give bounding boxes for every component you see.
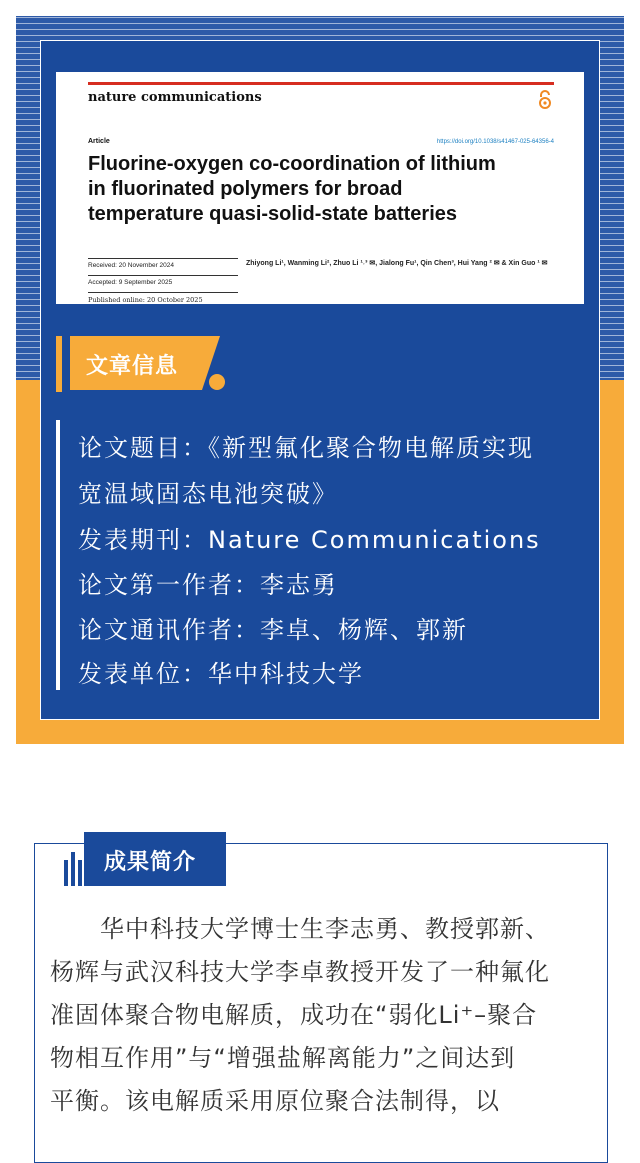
- info-line-first-author: 论文第一作者：李志勇: [78, 571, 338, 599]
- info-line-affiliation: 发表单位：华中科技大学: [78, 660, 364, 688]
- journal-red-bar: [88, 82, 554, 85]
- doi-link[interactable]: https://doi.org/10.1038/s41467-025-64356-4: [436, 139, 554, 145]
- paper-authors: Zhiyong Li¹, Wanming Li², Zhuo Li ¹˒³ ✉, Jialong Fu¹, Qin Chen³, Hui Yang ² ✉ & Xin Guo ¹ ✉: [246, 260, 548, 267]
- heading-stripe: [56, 336, 62, 392]
- paper-title: Fluorine-oxygen co-coordination of lithium in fluorinated polymers for broad temperature quasi-solid-state batteries: [88, 153, 496, 225]
- info-line-title: 论文题目：《新型氟化聚合物电解质实现: [78, 434, 534, 462]
- summary-paragraph: 华中科技大学博士生李志勇、教授郭新、 杨辉与武汉科技大学李卓教授开发了一种氟化 准固体聚合物电解质，成功在“弱化Li⁺–聚合 物相互作用”与“增强盐解离能力”之间达到 平衡。该电解质采用原位聚合法制得，以: [50, 915, 550, 1115]
- section-heading-article-info: [56, 336, 222, 392]
- open-access-icon: [538, 90, 552, 110]
- heading-label: 文章信息: [86, 354, 179, 379]
- journal-name: nature communications: [88, 90, 262, 105]
- article-type: Article: [88, 138, 110, 145]
- paper-header-image: [56, 72, 584, 304]
- info-line-title-cont: 宽温域固态电池突破》: [78, 480, 338, 508]
- published-date: Published online: 20 October 2025: [88, 292, 238, 304]
- received-date: Received: 20 November 2024: [88, 258, 238, 275]
- accepted-date: Accepted: 9 September 2025: [88, 275, 238, 292]
- info-line-journal: 发表期刊：Nature Communications: [78, 526, 541, 554]
- paper-dates: [88, 258, 238, 304]
- decorative-dot: [209, 374, 225, 390]
- section-heading-summary: [84, 832, 226, 886]
- article-info-list: [56, 420, 590, 690]
- heading-label: 成果简介: [104, 850, 197, 875]
- info-line-corresponding: 论文通讯作者：李卓、杨辉、郭新: [78, 616, 468, 644]
